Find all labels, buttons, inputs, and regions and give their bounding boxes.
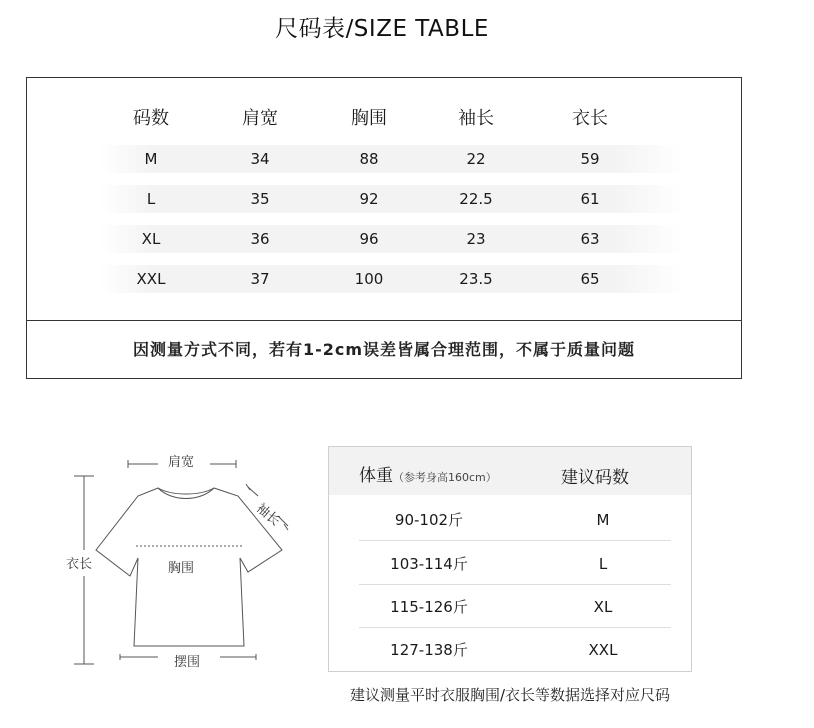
recommended-size: L: [598, 555, 608, 573]
table-row: [329, 543, 691, 585]
shoulder-label: 肩宽: [168, 455, 195, 470]
cell-chest: 88: [359, 150, 379, 168]
header-shoulder: 肩宽: [242, 108, 278, 129]
table-row: [27, 145, 741, 173]
row-divider: [359, 584, 671, 585]
cell-size: XXL: [136, 270, 166, 288]
weight-range: 90-102斤: [394, 511, 464, 529]
header-weight-group: [359, 461, 497, 486]
footer-note: 建议测量平时衣服胸围/衣长等数据选择对应尺码: [349, 686, 671, 704]
weight-table-header: [329, 447, 691, 495]
cell-size: M: [144, 150, 158, 168]
table-divider: [27, 320, 741, 321]
header-length: 衣长: [572, 108, 608, 129]
recommended-size: XL: [593, 598, 613, 616]
header-chest: 胸围: [351, 108, 387, 129]
cell-sleeve: 22: [466, 150, 486, 168]
hem-label: 摆围: [174, 655, 201, 670]
page-title: 尺码表/SIZE TABLE: [275, 16, 489, 42]
header-height-note: （参考身高160cm）: [393, 471, 497, 484]
weight-range: 127-138斤: [390, 641, 468, 659]
table-row: [329, 499, 691, 541]
cell-chest: 92: [359, 190, 379, 208]
length-label: 衣长: [66, 557, 93, 572]
table-row: [27, 225, 741, 253]
row-divider: [359, 540, 671, 541]
cell-shoulder: 35: [250, 190, 270, 208]
cell-length: 61: [580, 190, 600, 208]
size-table: [26, 77, 742, 379]
cell-shoulder: 36: [250, 230, 270, 248]
tshirt-diagram: [60, 440, 320, 680]
chest-label: 胸围: [168, 561, 195, 576]
sleeve-label: 袖长: [252, 500, 283, 530]
recommended-size: XXL: [588, 641, 618, 659]
cell-size: XL: [141, 230, 161, 248]
cell-shoulder: 37: [250, 270, 270, 288]
header-size: 码数: [133, 108, 169, 129]
header-recommended-size: 建议码数: [561, 468, 629, 488]
cell-chest: 96: [359, 230, 379, 248]
cell-sleeve: 23.5: [459, 270, 493, 288]
cell-chest: 100: [354, 270, 384, 288]
weight-table: [328, 446, 692, 672]
cell-sleeve: 23: [466, 230, 486, 248]
header-weight: 体重: [359, 466, 393, 486]
table-row: [27, 185, 741, 213]
cell-size: L: [146, 190, 156, 208]
table-row: [329, 629, 691, 671]
cell-length: 65: [580, 270, 600, 288]
measurement-note: 因测量方式不同，若有1-2cm误差皆属合理范围，不属于质量问题: [132, 340, 636, 359]
weight-range: 103-114斤: [390, 555, 468, 573]
header-sleeve: 袖长: [458, 108, 494, 129]
cell-sleeve: 22.5: [459, 190, 493, 208]
cell-length: 59: [580, 150, 600, 168]
weight-range: 115-126斤: [390, 598, 468, 616]
table-row: [27, 265, 741, 293]
row-divider: [359, 627, 671, 628]
recommended-size: M: [596, 511, 610, 529]
cell-shoulder: 34: [250, 150, 270, 168]
cell-length: 63: [580, 230, 600, 248]
size-table-header: [27, 105, 741, 133]
table-row: [329, 586, 691, 628]
